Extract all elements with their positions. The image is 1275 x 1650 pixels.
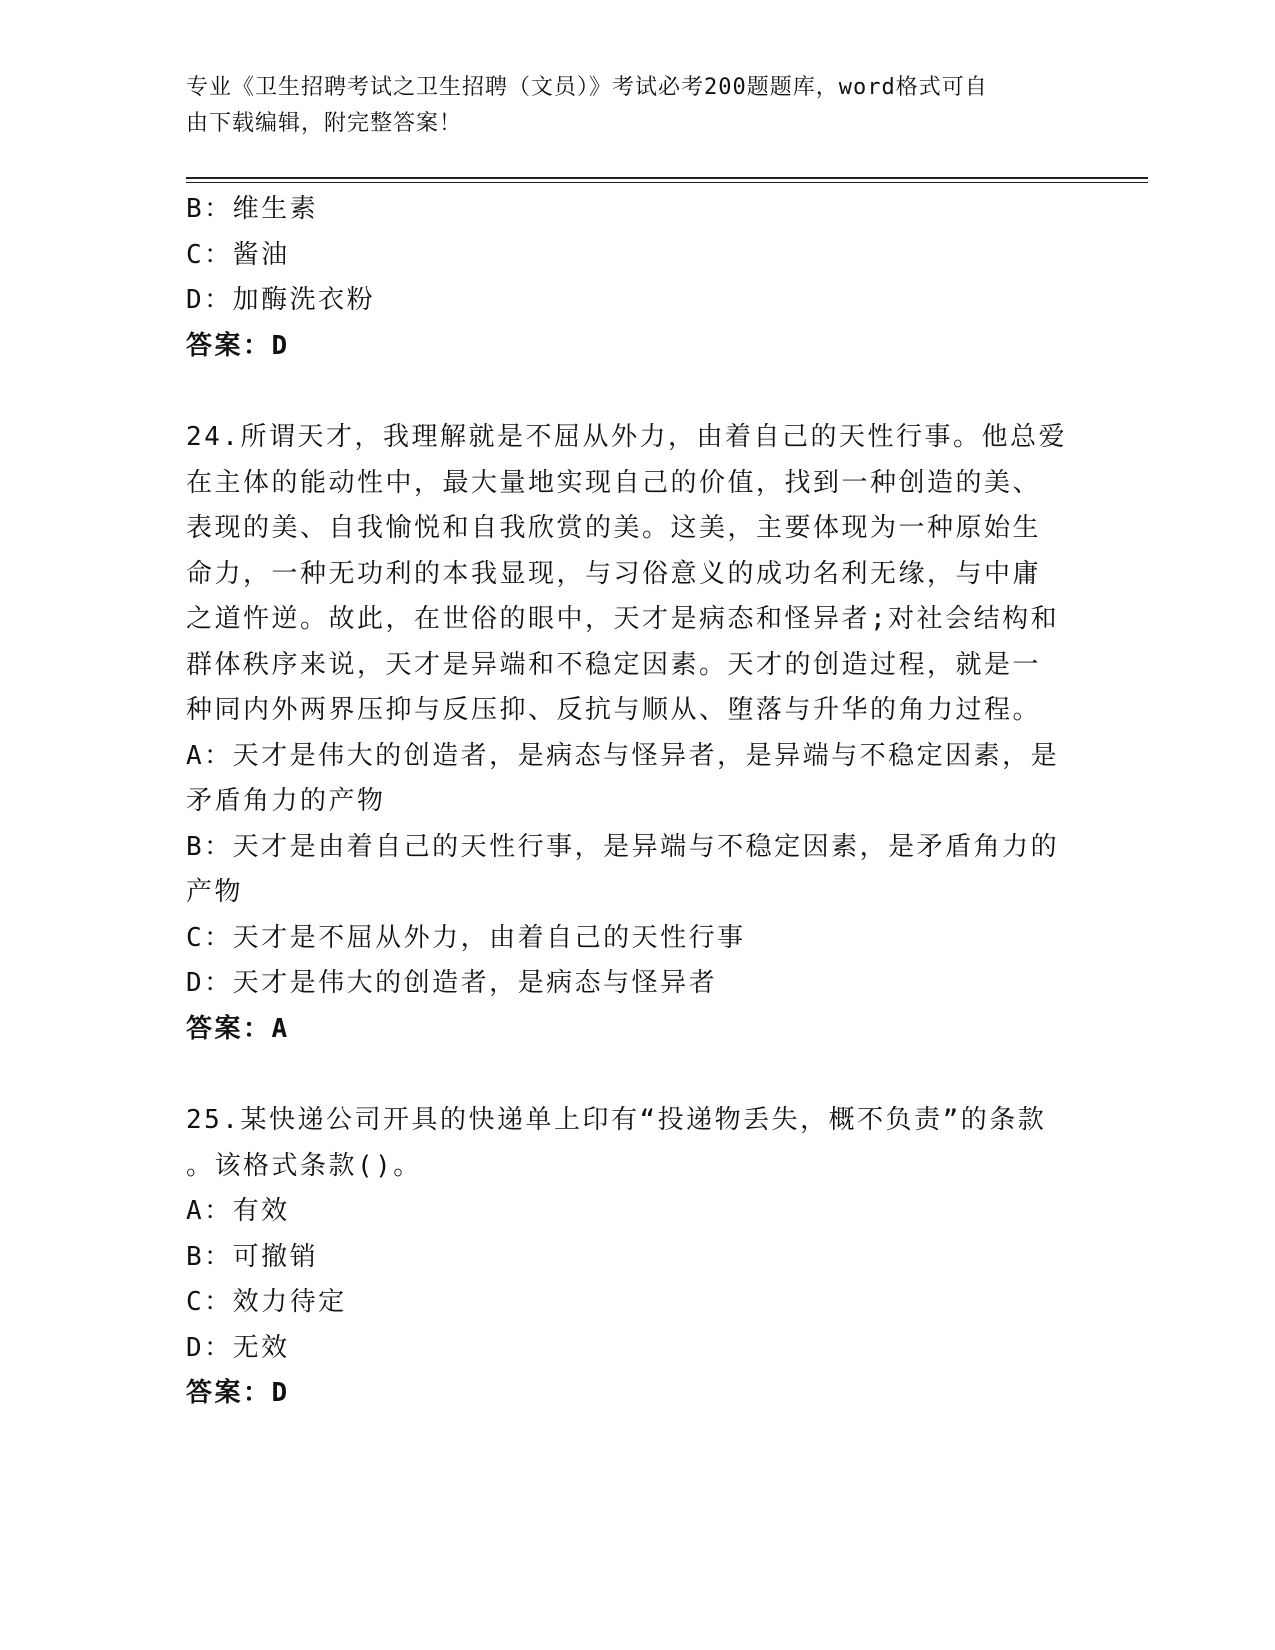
option-d: D：无效 xyxy=(186,1332,290,1363)
page-header xyxy=(186,70,1066,142)
stem-line: 。该格式条款()。 xyxy=(186,1150,422,1181)
option-c: C：效力待定 xyxy=(186,1287,347,1317)
header-line-1: 专业《卫生招聘考试之卫生招聘（文员）》考试必考200题题库，word格式可自 xyxy=(186,75,988,100)
header-line-2: 由下载编辑，附完整答案！ xyxy=(186,111,463,136)
option-b-cont: 产物 xyxy=(186,877,244,907)
option-c: C：酱油 xyxy=(186,239,290,270)
header-rule-thin xyxy=(186,182,1148,183)
stem-line: 表现的美、自我愉悦和自我欣赏的美。这美，主要体现为一种原始生 xyxy=(186,513,1042,543)
option-b: B：可撤销 xyxy=(186,1241,319,1272)
option-d: D：天才是伟大的创造者，是病态与怪异者 xyxy=(186,968,718,998)
stem-line: 群体秩序来说，天才是异端和不稳定因素。天才的创造过程，就是一 xyxy=(186,649,1042,680)
answer: 答案：D xyxy=(186,1378,290,1408)
answer: 答案：A xyxy=(186,1013,290,1044)
spacer xyxy=(186,1052,1066,1098)
question-23 xyxy=(186,187,1066,369)
stem-line: 25.某快递公司开具的快递单上印有“投递物丢失，概不负责”的条款 xyxy=(186,1105,1047,1135)
question-25 xyxy=(186,1098,1066,1417)
header-rule-thick xyxy=(186,177,1148,179)
stem-line: 种同内外两界压抑与反压抑、反抗与顺从、堕落与升华的角力过程。 xyxy=(186,695,1042,725)
question-24 xyxy=(186,415,1066,1052)
stem-line: 命力，一种无功利的本我显现，与习俗意义的成功名利无缘，与中庸 xyxy=(186,558,1042,589)
option-a: A：有效 xyxy=(186,1196,290,1226)
stem-line: 之道忤逆。故此，在世俗的眼中，天才是病态和怪异者;对社会结构和 xyxy=(186,604,1060,634)
stem-line: 在主体的能动性中，最大量地实现自己的价值，找到一种创造的美、 xyxy=(186,467,1042,498)
answer: 答案：D xyxy=(186,330,290,361)
spacer xyxy=(186,369,1066,415)
stem-line: 24.所谓天才，我理解就是不屈从外力，由着自己的天性行事。他总爱 xyxy=(186,422,1067,452)
option-d: D：加酶洗衣粉 xyxy=(186,285,376,315)
option-b: B：维生素 xyxy=(186,194,319,224)
option-c: C：天才是不屈从外力，由着自己的天性行事 xyxy=(186,922,746,953)
question-content xyxy=(186,187,1066,1417)
option-a: A：天才是伟大的创造者，是病态与怪异者，是异端与不稳定因素，是 xyxy=(186,740,1060,771)
option-b: B：天才是由着自己的天性行事，是异端与不稳定因素，是矛盾角力的 xyxy=(186,831,1060,862)
option-a-cont: 矛盾角力的产物 xyxy=(186,786,386,816)
